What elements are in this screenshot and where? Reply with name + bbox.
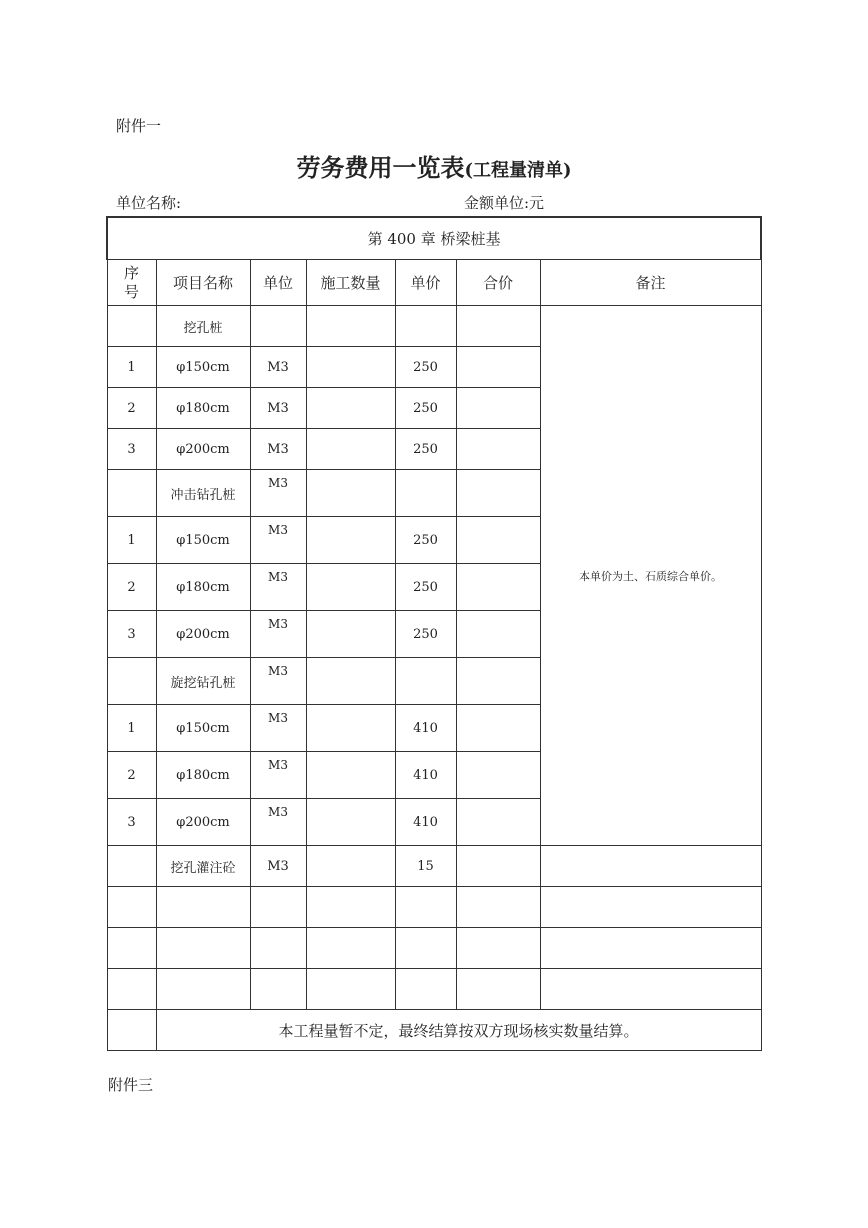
cell-unit: M3 xyxy=(250,846,306,887)
cell-seq: 2 xyxy=(107,388,156,429)
cell-qty xyxy=(306,306,395,347)
cell-unit: M3 xyxy=(250,517,306,564)
cell-price: 410 xyxy=(395,752,456,799)
cell-unit: M3 xyxy=(250,564,306,611)
cell-price xyxy=(395,658,456,705)
cell-item: φ180cm xyxy=(156,752,250,799)
cell-total xyxy=(456,564,540,611)
cell-unit xyxy=(250,969,306,1010)
cell-total xyxy=(456,611,540,658)
cell-total xyxy=(456,388,540,429)
cell-item: φ200cm xyxy=(156,799,250,846)
header-price: 单价 xyxy=(395,260,456,306)
cell-item: 挖孔灌注砼 xyxy=(156,846,250,887)
cell-total xyxy=(456,470,540,517)
cell-unit: M3 xyxy=(250,658,306,705)
table-row xyxy=(107,846,761,887)
cell-total xyxy=(456,306,540,347)
amount-unit-label: 金额单位:元 xyxy=(464,194,545,212)
cell-item: φ150cm xyxy=(156,347,250,388)
cell-remark xyxy=(540,887,761,928)
cell-total xyxy=(456,658,540,705)
cell-qty xyxy=(306,705,395,752)
cell-unit: M3 xyxy=(250,705,306,752)
header-item: 项目名称 xyxy=(156,260,250,306)
cell-price xyxy=(395,928,456,969)
cell-total xyxy=(456,969,540,1010)
cell-remark-merged: 本单价为土、石质综合单价。 xyxy=(540,306,761,846)
cell-total xyxy=(456,429,540,470)
cell-qty xyxy=(306,517,395,564)
cell-item: φ200cm xyxy=(156,611,250,658)
cell-seq: 1 xyxy=(107,705,156,752)
quantity-table xyxy=(106,216,762,1051)
cell-price xyxy=(395,887,456,928)
title-sub: (工程量清单) xyxy=(464,160,572,181)
cell-price: 250 xyxy=(395,388,456,429)
cell-price: 410 xyxy=(395,799,456,846)
cell-unit xyxy=(250,887,306,928)
cell-qty xyxy=(306,799,395,846)
cell-unit xyxy=(250,306,306,347)
cell-seq xyxy=(107,969,156,1010)
annex-label-bottom: 附件三 xyxy=(108,1076,154,1094)
cell-qty xyxy=(306,470,395,517)
cell-remark xyxy=(540,846,761,887)
cell-price xyxy=(395,306,456,347)
cell-unit: M3 xyxy=(250,799,306,846)
cell-total xyxy=(456,846,540,887)
header-seq-line2: 号 xyxy=(123,282,139,301)
cell-qty xyxy=(306,969,395,1010)
cell-seq xyxy=(107,928,156,969)
cell-qty xyxy=(306,429,395,470)
annex-label-top: 附件一 xyxy=(116,117,162,135)
header-total: 合价 xyxy=(456,260,540,306)
cell-seq xyxy=(107,887,156,928)
cell-seq: 1 xyxy=(107,517,156,564)
cell-item: 旋挖钻孔桩 xyxy=(156,658,250,705)
cell-price xyxy=(395,969,456,1010)
cell-item: φ200cm xyxy=(156,429,250,470)
table-row xyxy=(107,969,761,1010)
cell-qty xyxy=(306,887,395,928)
cell-seq xyxy=(107,470,156,517)
cell-qty xyxy=(306,347,395,388)
cell-item xyxy=(156,887,250,928)
cell-unit: M3 xyxy=(250,611,306,658)
cell-item: φ150cm xyxy=(156,705,250,752)
cell-price: 410 xyxy=(395,705,456,752)
chapter-title: 第 400 章 桥梁桩基 xyxy=(107,217,761,260)
cell-total xyxy=(456,887,540,928)
cell-remark xyxy=(540,928,761,969)
title-main: 劳务费用一览表 xyxy=(296,153,465,182)
cell-total xyxy=(456,705,540,752)
cell-total xyxy=(456,517,540,564)
cell-total xyxy=(456,799,540,846)
table-row xyxy=(107,887,761,928)
cell-seq xyxy=(107,846,156,887)
header-qty: 施工数量 xyxy=(306,260,395,306)
cell-item xyxy=(156,928,250,969)
cell-seq: 2 xyxy=(107,752,156,799)
cell-item xyxy=(156,969,250,1010)
cell-unit: M3 xyxy=(250,429,306,470)
table-row xyxy=(107,306,761,347)
cell-unit: M3 xyxy=(250,470,306,517)
cell-unit: M3 xyxy=(250,752,306,799)
cell-price: 15 xyxy=(395,846,456,887)
header-unit: 单位 xyxy=(250,260,306,306)
cell-item: 冲击钻孔桩 xyxy=(156,470,250,517)
cell-qty xyxy=(306,846,395,887)
cell-unit: M3 xyxy=(250,388,306,429)
cell-price: 250 xyxy=(395,429,456,470)
cell-qty xyxy=(306,928,395,969)
cell-price: 250 xyxy=(395,517,456,564)
cell-item: φ180cm xyxy=(156,388,250,429)
cell-seq: 3 xyxy=(107,799,156,846)
cell-price: 250 xyxy=(395,347,456,388)
cell-qty xyxy=(306,611,395,658)
cell-qty xyxy=(306,564,395,611)
cell-price: 250 xyxy=(395,564,456,611)
cell-price: 250 xyxy=(395,611,456,658)
cell-qty xyxy=(306,388,395,429)
cell-seq: 3 xyxy=(107,611,156,658)
table-row xyxy=(107,928,761,969)
cell-total xyxy=(456,928,540,969)
cell-seq xyxy=(107,658,156,705)
header-seq xyxy=(107,260,156,306)
header-seq-line1: 序 xyxy=(123,263,139,282)
cell-seq: 1 xyxy=(107,347,156,388)
cell-seq: 3 xyxy=(107,429,156,470)
footer-row xyxy=(107,1010,761,1051)
cell-qty xyxy=(306,658,395,705)
cell-total xyxy=(456,752,540,799)
cell-unit: M3 xyxy=(250,347,306,388)
unit-name-label: 单位名称: xyxy=(116,194,182,212)
cell-seq xyxy=(107,306,156,347)
cell-remark xyxy=(540,969,761,1010)
footer-seq-cell xyxy=(107,1010,156,1051)
cell-seq: 2 xyxy=(107,564,156,611)
cell-total xyxy=(456,347,540,388)
page-title xyxy=(0,148,868,183)
cell-price xyxy=(395,470,456,517)
footer-note: 本工程量暂不定，最终结算按双方现场核实数量结算。 xyxy=(156,1010,761,1051)
header-remark: 备注 xyxy=(540,260,761,306)
cell-item: φ150cm xyxy=(156,517,250,564)
cell-item: φ180cm xyxy=(156,564,250,611)
cell-qty xyxy=(306,752,395,799)
cell-unit xyxy=(250,928,306,969)
cell-item: 挖孔桩 xyxy=(156,306,250,347)
